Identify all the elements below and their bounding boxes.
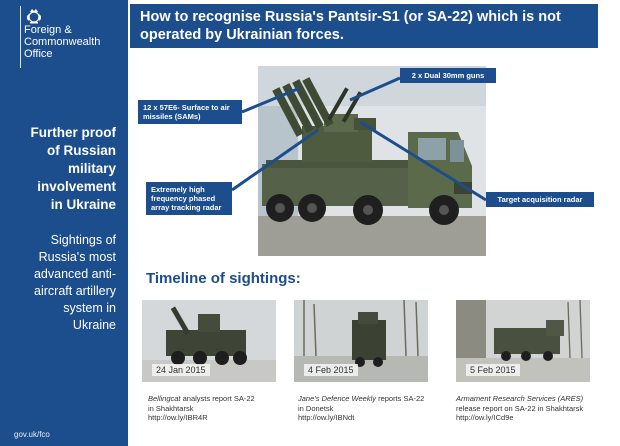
title-line: How to recognise Russia's Pantsir-S1 (or SA-22) which is not	[140, 9, 561, 25]
royal-crest-icon	[24, 6, 44, 26]
caption-source-line	[148, 394, 278, 404]
sighting-caption	[456, 394, 606, 423]
sighting-date: 4 Feb 2015	[304, 364, 358, 376]
label-tracking-radar: Extremely high frequency phased array tracking radar	[146, 182, 232, 215]
sightings-subheading	[4, 232, 116, 334]
organisation-name	[24, 24, 100, 60]
caption-place: release report on SA-22 in Shakhtarsk	[456, 403, 584, 413]
sighting-photo	[294, 300, 428, 382]
label-missiles: 12 x 57E6- Surface to air missiles (SAMs)	[138, 100, 242, 124]
sightings-line: Russia's most	[38, 250, 116, 264]
caption-source: Armament Research Services (ARES)	[456, 394, 584, 403]
sightings-line: advanced anti-	[33, 267, 116, 281]
sighting-date: 24 Jan 2015	[152, 364, 210, 376]
org-line: Commonwealth	[24, 36, 101, 48]
proof-line: involvement	[37, 179, 116, 194]
caption-source: Jane's Defence Weekly	[298, 394, 376, 403]
sighting-caption	[298, 394, 448, 423]
proof-line: in Ukraine	[50, 197, 116, 212]
label-dual-guns: 2 x Dual 30mm guns	[400, 68, 496, 83]
caption-source-line	[298, 394, 448, 404]
caption-link[interactable]: http://ow.ly/IBR4R	[148, 413, 208, 422]
org-divider	[20, 6, 21, 68]
caption-text: analysts report SA-22	[180, 394, 255, 403]
proof-heading	[6, 124, 116, 214]
sighting-date: 5 Feb 2015	[466, 364, 520, 376]
caption-link[interactable]: http://ow.ly/IBNdt	[298, 413, 355, 422]
title-line: operated by Ukrainian forces.	[140, 27, 344, 43]
sighting-photo	[456, 300, 590, 382]
sightings-line: Ukraine	[72, 318, 116, 332]
caption-source-line	[456, 394, 606, 404]
org-line: Office	[24, 48, 53, 60]
proof-line: military	[67, 161, 116, 176]
footer-url[interactable]: gov.uk/fco	[14, 430, 50, 439]
sightings-line: aircraft artillery	[34, 284, 116, 298]
sidebar	[0, 0, 128, 446]
proof-line: Further proof	[30, 125, 116, 140]
timeline-heading: Timeline of sightings:	[146, 270, 301, 287]
org-line: Foreign &	[24, 24, 72, 36]
vehicle-illustration	[258, 66, 486, 256]
sighting-caption	[148, 394, 278, 423]
label-target-radar: Target acquisition radar	[486, 192, 594, 207]
caption-place: in Donetsk	[298, 403, 334, 413]
page-title	[130, 4, 598, 48]
sighting-photo	[142, 300, 276, 382]
caption-source: Bellingcat	[148, 394, 181, 403]
proof-line: of Russian	[46, 143, 116, 158]
caption-link[interactable]: http://ow.ly/ICd9e	[456, 413, 514, 422]
sightings-line: system in	[63, 301, 116, 315]
sightings-line: Sightings of	[50, 233, 116, 247]
caption-place: in Shakhtarsk	[148, 403, 194, 413]
pantsir-vehicle-photo	[258, 66, 486, 256]
caption-text: reports SA-22	[376, 394, 425, 403]
